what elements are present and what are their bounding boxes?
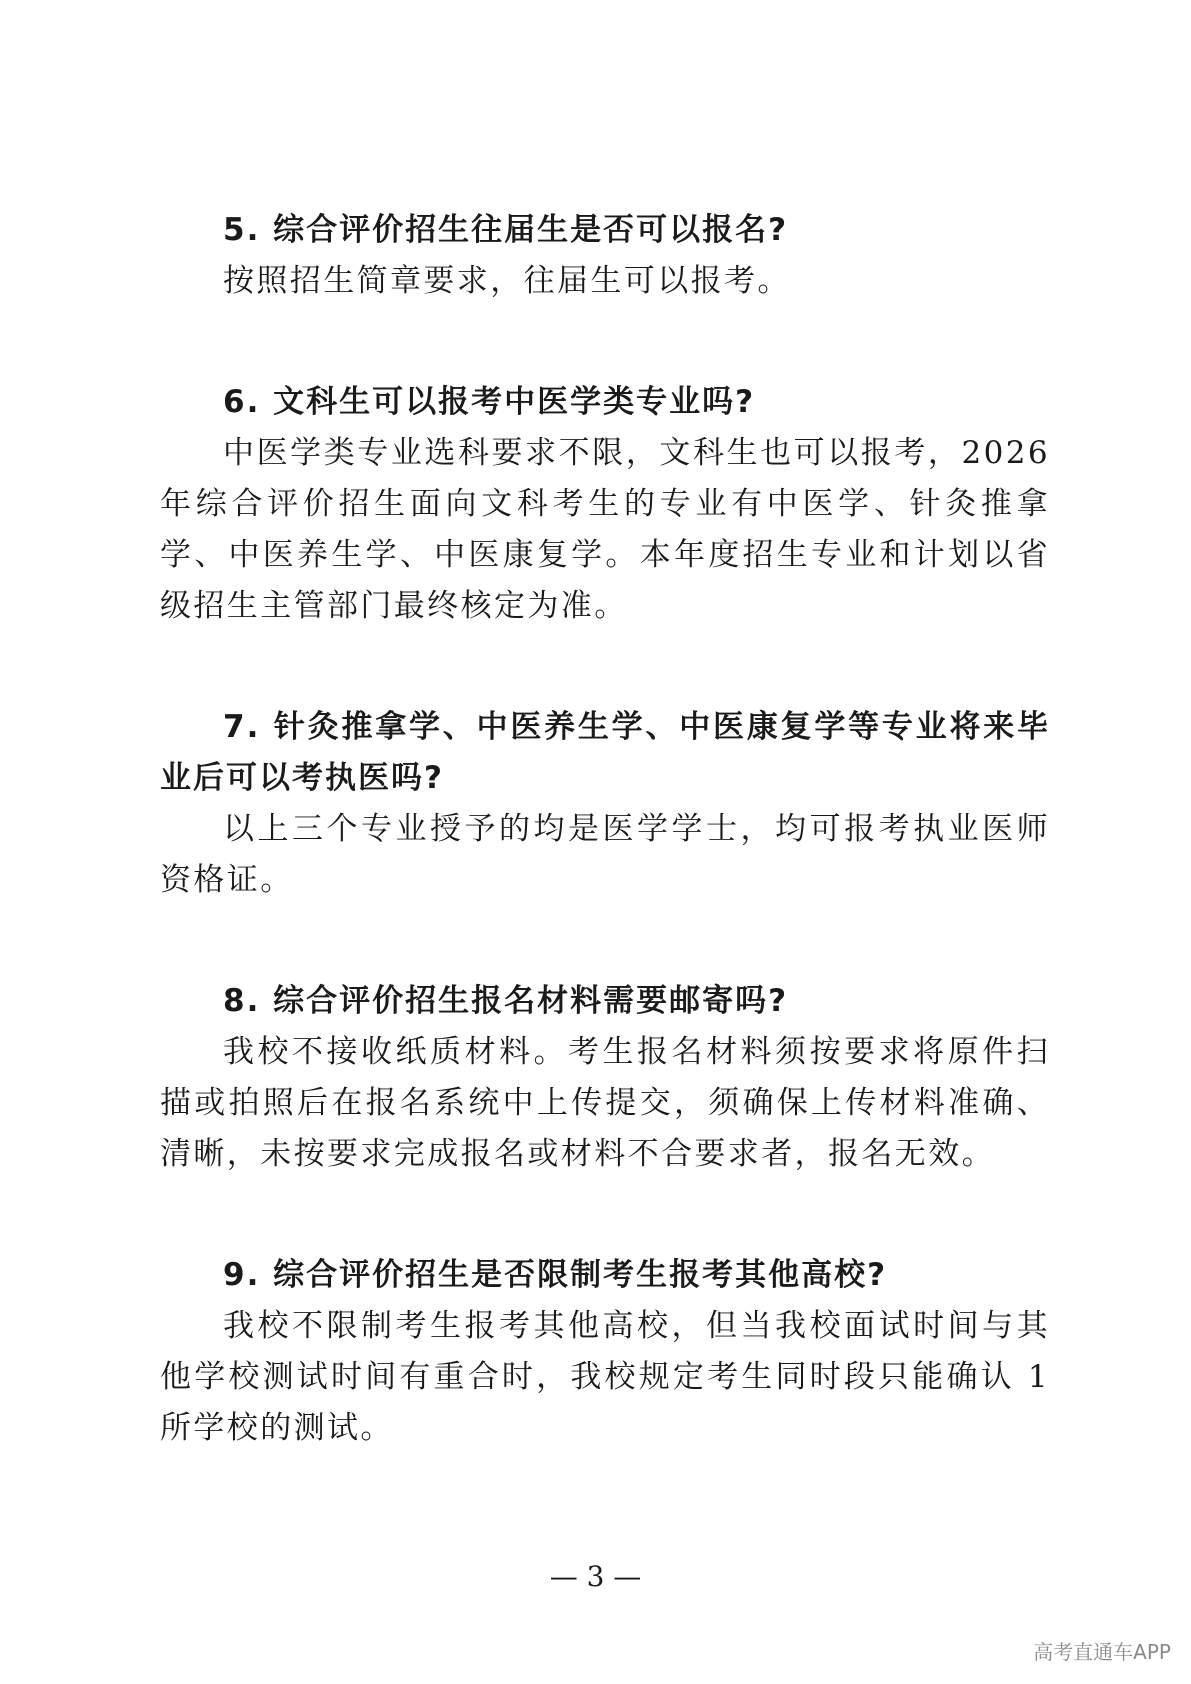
answer-paragraph: 中医学类专业选科要求不限，文科生也可以报考，2026 年综合评价招生面向文科考生的专业有中医学、针灸推拿学、中医养生学、中医康复学。本年度招生专业和计划以省级招生主管部门最终核定为准。: [160, 435, 1050, 624]
answer-paragraph: 以上三个专业授予的均是医学学士，均可报考执业医师资格证。: [160, 811, 1050, 898]
watermark-text: 高考直通车APP: [1033, 1640, 1171, 1664]
qa-item: [160, 702, 1050, 906]
question-heading: 8. 综合评价招生报名材料需要邮寄吗?: [223, 983, 789, 1019]
question-heading: 9. 综合评价招生是否限制考生报考其他高校?: [223, 1257, 888, 1293]
qa-item: [160, 1250, 1050, 1454]
qa-item: [160, 205, 1050, 307]
qa-item: [160, 377, 1050, 632]
page-content: [160, 205, 1050, 1524]
question-heading: 6. 文科生可以报考中医学类专业吗?: [223, 384, 756, 420]
answer-paragraph: 我校不接收纸质材料。考生报名材料须按要求将原件扫描或拍照后在报名系统中上传提交，须确保上传材料准确、清晰，未按要求完成报名或材料不合要求者，报名无效。: [160, 1034, 1050, 1172]
qa-item: [160, 976, 1050, 1180]
answer-paragraph: 我校不限制考生报考其他高校，但当我校面试时间与其他学校测试时间有重合时，我校规定考生同时段只能确认 1 所学校的测试。: [160, 1308, 1050, 1446]
page-number: — 3 —: [549, 1560, 642, 1593]
question-heading: 5. 综合评价招生往届生是否可以报名?: [223, 212, 789, 248]
question-heading: 7. 针灸推拿学、中医养生学、中医康复学等专业将来毕业后可以考执医吗?: [160, 709, 1050, 796]
answer-paragraph: 按照招生简章要求，往届生可以报考。: [223, 263, 791, 299]
